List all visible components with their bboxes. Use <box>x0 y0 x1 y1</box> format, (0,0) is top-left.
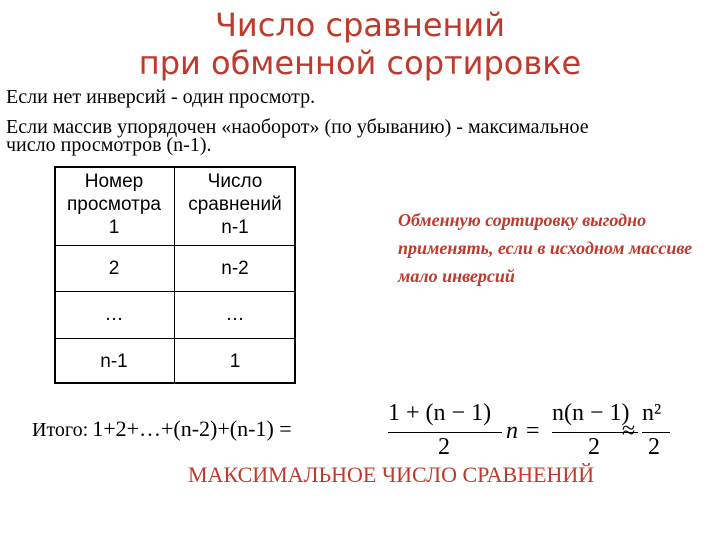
slide-title-line2: при обменной сортировке <box>138 44 582 82</box>
header-pass-line2: просмотра <box>67 194 161 215</box>
formula-approx: ≈ <box>622 418 636 444</box>
header-comparisons-line1: Число <box>207 171 263 192</box>
formula-denominator-3: 2 <box>648 434 660 460</box>
table-header-row <box>54 166 296 245</box>
slide-title-line1: Число сравнений <box>214 6 506 44</box>
formula-denominator-1: 2 <box>438 434 450 460</box>
table-row <box>54 292 296 338</box>
header-comparisons-cell <box>174 166 296 245</box>
fraction-bar-1 <box>388 432 502 433</box>
formula-equals: = <box>526 418 540 444</box>
header-pass-line1: Номер <box>84 171 144 192</box>
intro-line-2: Если массив упорядочен «наоборот» (по убыванию) - максимальное <box>6 116 589 138</box>
header-pass-cell <box>54 166 174 245</box>
header-comparisons-line2: сравнений <box>188 194 282 215</box>
comparisons-table <box>54 166 296 384</box>
sum-formula <box>380 396 680 462</box>
table-column-divider <box>174 166 175 384</box>
formula-numerator-1: 1 + (n − 1) <box>388 400 492 426</box>
fraction-bar-3 <box>642 432 670 433</box>
intro-line-1: Если нет инверсий - один просмотр. <box>6 86 316 108</box>
row-4-pass: n-1 <box>100 350 128 372</box>
total-sum: 1+2+…+(n-2)+(n-1) = <box>92 416 292 441</box>
row-3-comparisons: … <box>174 292 296 338</box>
formula-numerator-2: n(n − 1) <box>552 400 630 426</box>
formula-n: n <box>506 418 518 444</box>
row-1-pass: 1 <box>108 217 120 238</box>
row-2-pass: 2 <box>54 245 174 291</box>
table-row <box>54 338 296 384</box>
intro-line-3: число просмотров (n-1). <box>6 134 212 156</box>
row-1-comparisons: n-1 <box>221 217 249 238</box>
formula-numerator-3: n² <box>642 400 662 426</box>
conclusion-caption: МАКСИМАЛЬНОЕ ЧИСЛО СРАВНЕНИЙ <box>188 462 595 487</box>
formula-denominator-2: 2 <box>588 434 600 460</box>
table-row <box>54 245 296 291</box>
recommendation-note: Обменную сортировку выгодно применять, если в исходном массиве мало инверсий <box>398 210 693 286</box>
row-4-comparisons: 1 <box>229 350 241 372</box>
row-3-pass: … <box>54 292 174 338</box>
total-label: Итого: <box>32 419 89 441</box>
row-2-comparisons: n-2 <box>174 245 296 291</box>
total-expression <box>32 416 292 442</box>
